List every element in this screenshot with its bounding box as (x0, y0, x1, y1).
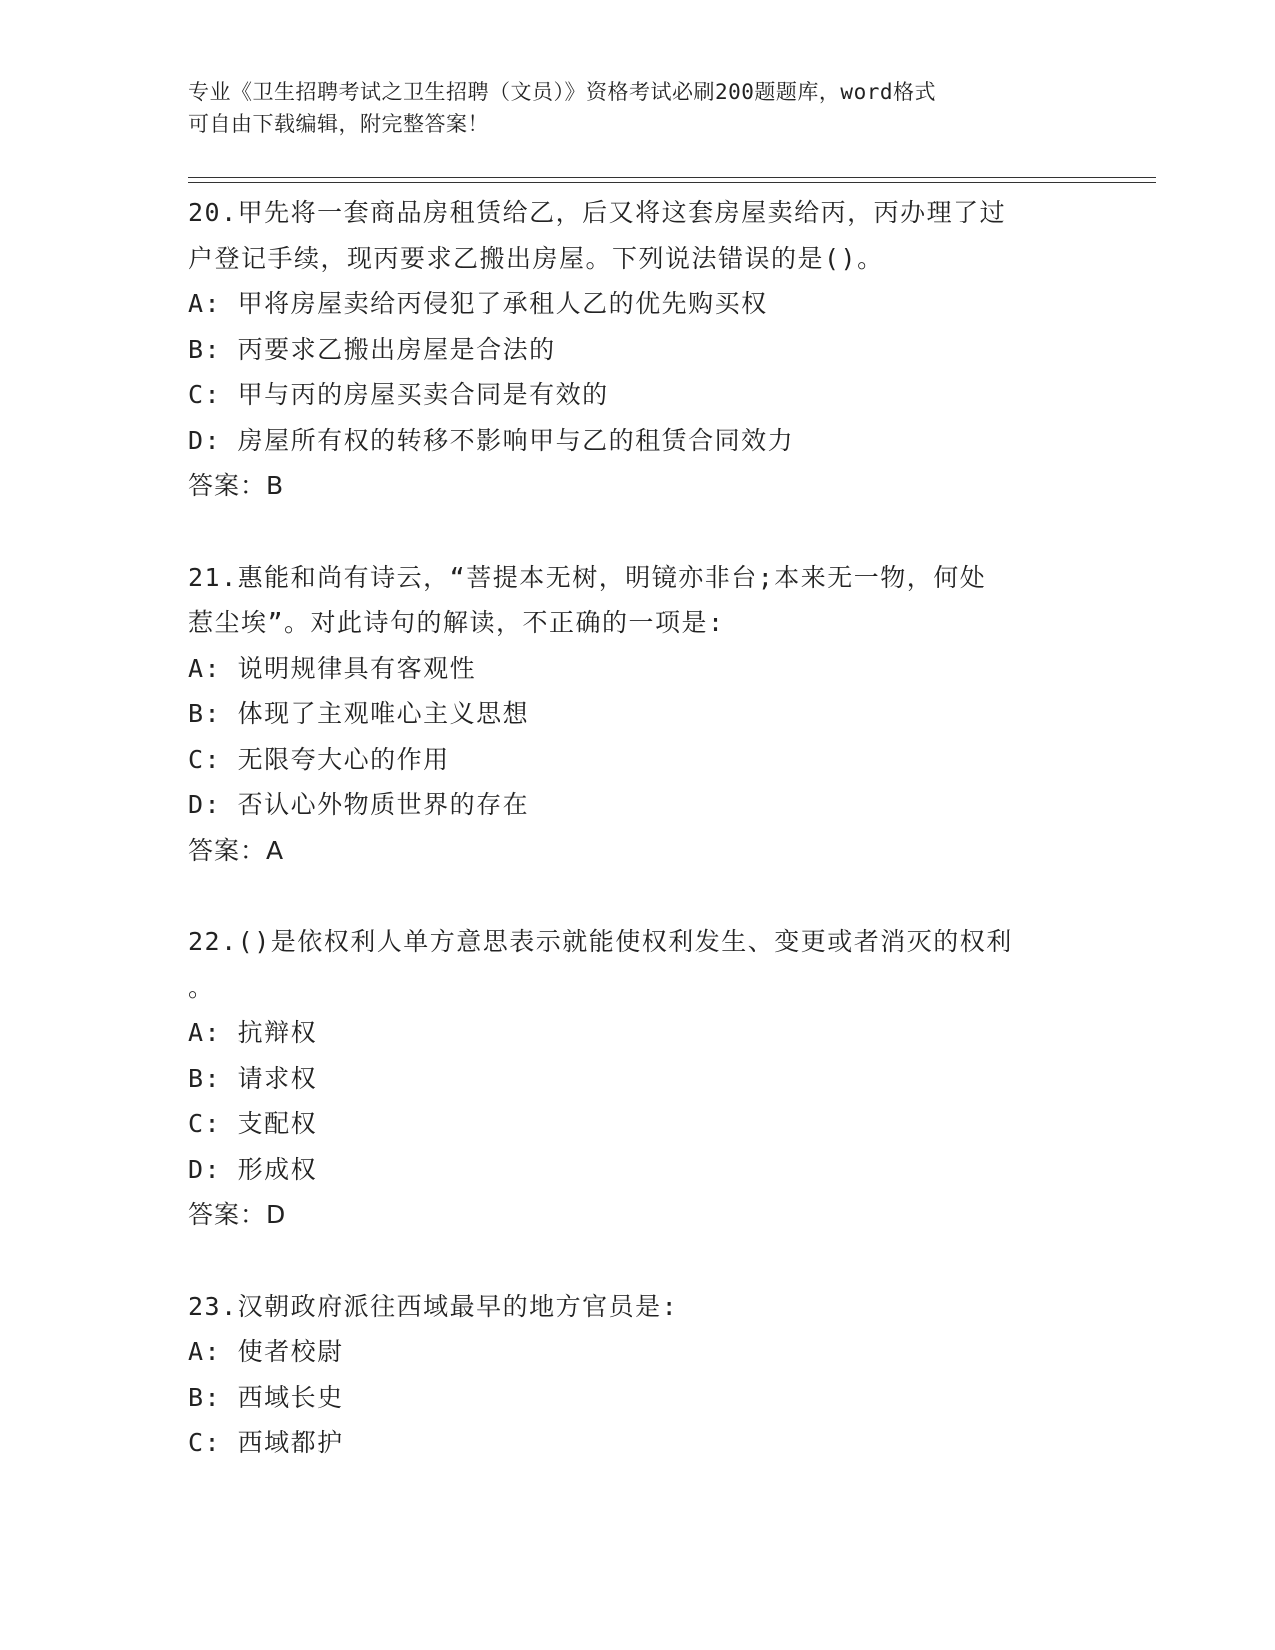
option-c: C: 无限夸大心的作用 (188, 744, 450, 774)
option-b: B: 请求权 (188, 1063, 318, 1093)
option-b: B: 丙要求乙搬出房屋是合法的 (188, 334, 556, 364)
question-item (188, 919, 1088, 1238)
header-line-2: 可自由下载编辑，附完整答案！ (188, 112, 489, 136)
question-text-line: 22.()是依权利人单方意思表示就能使权利发生、变更或者消灭的权利 (188, 927, 1013, 956)
question-text-line: 23.汉朝政府派往西域最早的地方官员是: (188, 1291, 679, 1321)
header-line-1: 专业《卫生招聘考试之卫生招聘（文员）》资格考试必刷200题题库，word格式 (188, 80, 936, 104)
document-header (188, 76, 1068, 140)
option-a: A: 甲将房屋卖给丙侵犯了承租人乙的优先购买权 (188, 289, 768, 318)
header-divider-top (188, 177, 1156, 178)
question-text-line: 21.惠能和尚有诗云，“菩提本无树，明镜亦非台;本来无一物，何处 (188, 562, 987, 592)
answer-text: 答案：D (188, 1200, 287, 1229)
question-list (188, 190, 1088, 1512)
header-divider-bottom (188, 182, 1156, 183)
option-a: A: 抗辩权 (188, 1018, 318, 1047)
answer-text: 答案：A (188, 835, 285, 865)
option-a: A: 使者校尉 (188, 1337, 344, 1366)
option-c: C: 支配权 (188, 1109, 318, 1138)
option-c: C: 甲与丙的房屋买卖合同是有效的 (188, 380, 609, 409)
question-item (188, 555, 1088, 874)
option-d: D: 形成权 (188, 1154, 318, 1184)
option-d: D: 否认心外物质世界的存在 (188, 790, 530, 819)
question-item (188, 1284, 1088, 1466)
question-text-line: 户登记手续，现丙要求乙搬出房屋。下列说法错误的是()。 (188, 243, 884, 273)
question-text-line: 。 (188, 972, 215, 1002)
option-d: D: 房屋所有权的转移不影响甲与乙的租赁合同效力 (188, 425, 795, 455)
question-item (188, 190, 1088, 509)
option-a: A: 说明规律具有客观性 (188, 653, 477, 683)
option-b: B: 体现了主观唯心主义思想 (188, 699, 530, 728)
question-text-line: 惹尘埃”。对此诗句的解读，不正确的一项是: (188, 608, 725, 637)
answer-text: 答案：B (188, 471, 285, 500)
question-text-line: 20.甲先将一套商品房租赁给乙，后又将这套房屋卖给丙，丙办理了过 (188, 198, 1007, 227)
option-b: B: 西域长史 (188, 1382, 344, 1412)
option-c: C: 西域都护 (188, 1428, 344, 1457)
